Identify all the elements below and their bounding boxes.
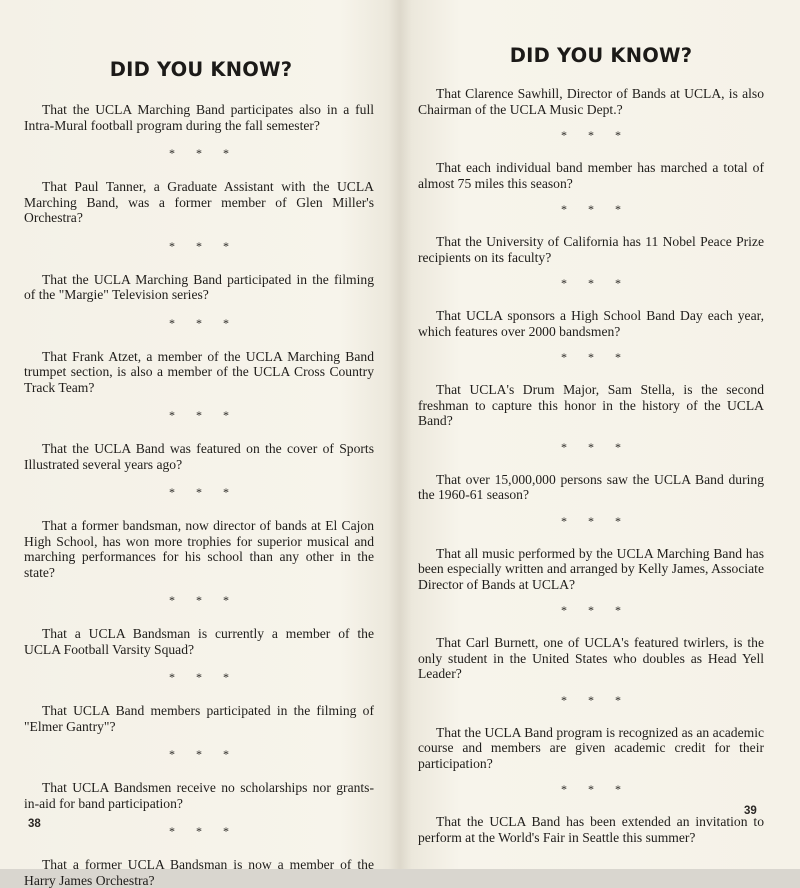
page-number: 39 bbox=[744, 805, 757, 817]
separator-stars: * * * bbox=[169, 408, 238, 422]
fact-item: That each individual band member has marched a total of almost 75 miles this season? bbox=[418, 160, 764, 191]
separator-stars: * * * bbox=[561, 350, 630, 364]
separator-stars: * * * bbox=[561, 782, 630, 796]
fact-item: That UCLA's Drum Major, Sam Stella, is the second freshman to capture this honor in the history of the UCLA Band? bbox=[418, 382, 764, 428]
separator-stars: * * * bbox=[169, 238, 238, 253]
separator-stars: * * * bbox=[561, 128, 630, 142]
separator-stars: * * * bbox=[169, 747, 238, 761]
separator-stars: * * * bbox=[169, 824, 238, 838]
fact-item: That UCLA Bandsmen receive no scholarships nor grants-in-aid for band participation? bbox=[24, 780, 374, 811]
fact-item: That a UCLA Bandsman is currently a member of the UCLA Football Varsity Squad? bbox=[24, 626, 374, 657]
page-number: 38 bbox=[28, 818, 41, 830]
fact-item: That UCLA sponsors a High School Band Day each year, which features over 2000 bandsmen? bbox=[418, 308, 764, 339]
fact-item: That UCLA Band members participated in the filming of "Elmer Gantry"? bbox=[24, 703, 374, 734]
separator-stars: * * * bbox=[169, 485, 238, 499]
separator-stars: * * * bbox=[169, 593, 238, 607]
right-fact-list bbox=[418, 86, 764, 845]
fact-item: That the University of California has 11 Nobel Peace Prize recipients on its faculty? bbox=[418, 234, 764, 265]
fact-item: That a former UCLA Bandsman is now a member of the Harry James Orchestra? bbox=[24, 857, 374, 888]
separator-stars: * * * bbox=[561, 202, 630, 216]
fact-item: That over 15,000,000 persons saw the UCLA Band during the 1960-61 season? bbox=[418, 471, 764, 502]
fact-item: That the UCLA Marching Band participated in the filming of the "Margie" Television series? bbox=[24, 271, 374, 302]
separator-stars: * * * bbox=[561, 513, 630, 528]
separator-stars: * * * bbox=[561, 276, 630, 290]
separator-stars: * * * bbox=[169, 670, 238, 684]
fact-item: That a former bandsman, now director of bands at El Cajon High School, has won more trophies for superior musical and marching performances for his school than any other in the state? bbox=[24, 518, 374, 580]
right-page-heading: DID YOU KNOW? bbox=[509, 44, 693, 67]
fact-item: That the UCLA Band program is recognized as an academic course and members are given academic credit for their participation? bbox=[418, 724, 764, 771]
left-fact-list bbox=[24, 102, 374, 888]
left-page-heading: DID YOU KNOW? bbox=[109, 58, 293, 81]
fact-item: That the UCLA Marching Band participates also in a full Intra-Mural football program during the fall semester? bbox=[24, 102, 374, 133]
fact-item: That Frank Atzet, a member of the UCLA Marching Band trumpet section, is also a member of the UCLA Cross Country Track Team? bbox=[24, 348, 374, 395]
fact-item: That the UCLA Band was featured on the cover of Sports Illustrated several years ago? bbox=[24, 441, 374, 472]
fact-item: That Paul Tanner, a Graduate Assistant with the UCLA Marching Band, was a former member of Glen Miller's Orchestra? bbox=[24, 179, 374, 225]
separator-stars: * * * bbox=[169, 146, 238, 160]
fact-item: That all music performed by the UCLA Marching Band has been especially written and arranged by Kelly James, Associate Director of Bands at UCLA? bbox=[418, 545, 764, 592]
fact-item: That the UCLA Band has been extended an invitation to perform at the World's Fair in Seattle this summer? bbox=[418, 814, 764, 845]
right-page bbox=[400, 0, 800, 869]
fact-item: That Clarence Sawhill, Director of Bands at UCLA, is also Chairman of the UCLA Music Dept.? bbox=[418, 86, 764, 117]
fact-item: That Carl Burnett, one of UCLA's featured twirlers, is the only student in the United States who doubles as Head Yell Leader? bbox=[418, 635, 764, 681]
separator-stars: * * * bbox=[169, 315, 238, 330]
separator-stars: * * * bbox=[561, 439, 630, 454]
separator-stars: * * * bbox=[561, 603, 630, 617]
separator-stars: * * * bbox=[561, 692, 630, 707]
